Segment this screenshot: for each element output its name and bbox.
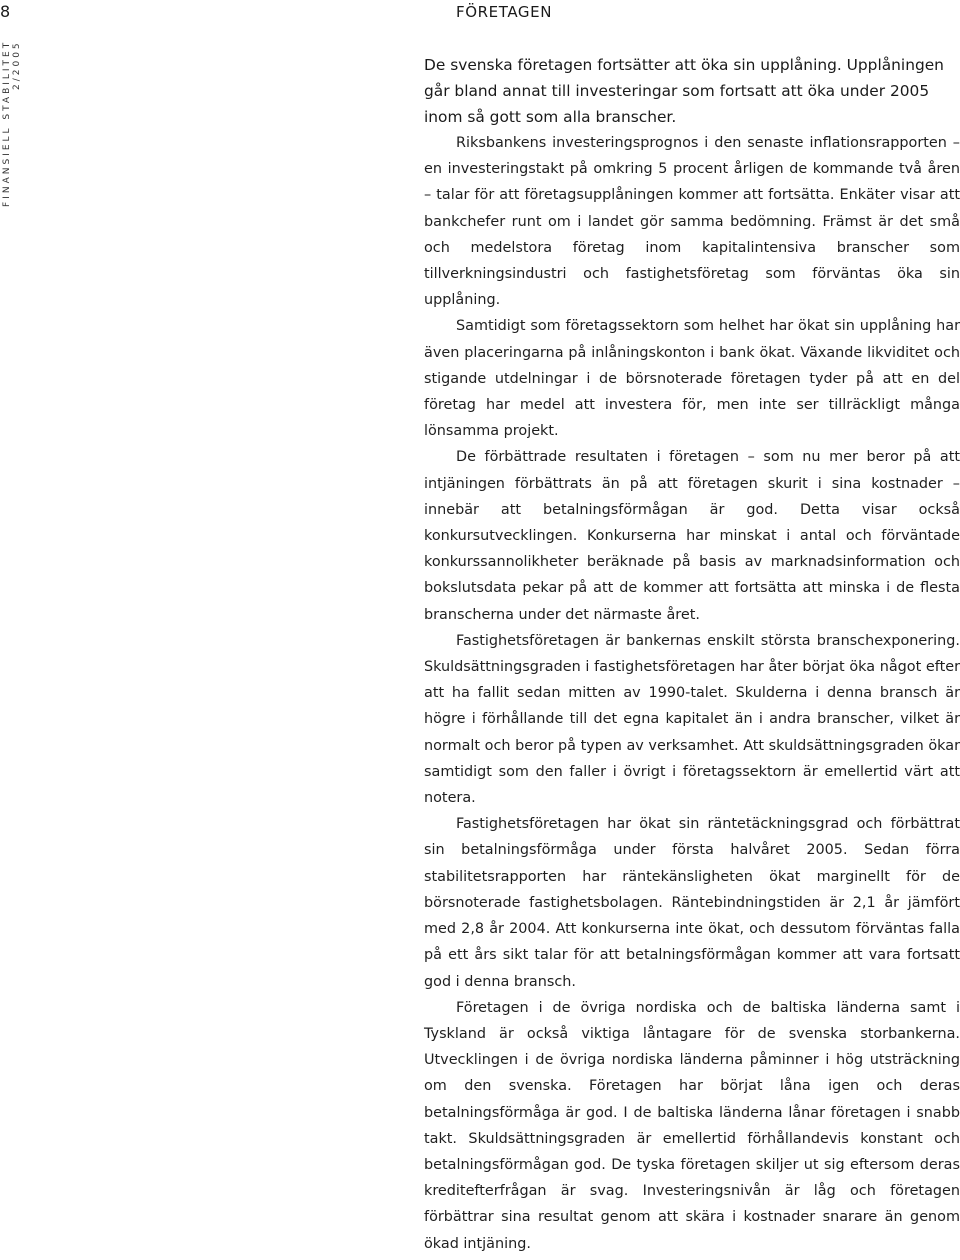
- page-number: 8: [0, 2, 11, 21]
- paragraph: Företagen i de övriga nordiska och de baltiska länderna samt i Tyskland är också viktiga låntagare för de svenska storbankerna. Utvecklingen i de övriga nordiska länderna påminner i hög utsträckning om den svenska. Företagen har börjat låna igen och deras betalningsförmåga är god. I de baltiska länderna lånar företagen i snabb takt. Skuldsättningsgraden är emellertid förhållandevis konstant och betalningsförmågan god. De tyska företagen skiljer ut sig eftersom deras kreditefterfrågan är svag. Investeringsnivån är låg och företagen förbättrar sina resultat genom att skära i kostnader snarare än genom ökad intjäning.: [424, 999, 960, 1252]
- section-title: FÖRETAGEN: [456, 3, 553, 21]
- paragraph: Samtidigt som företagssektorn som helhet har ökat sin upplåning har även placeringarna på inlåningskonton i bank ökat. Växande likviditet och stigande utdelningar i de börsnoterade företagen tyder på att en del företag har medel att investera för, men inte ser tillräckligt många lönsamma projekt.: [424, 318, 960, 440]
- paragraph: Fastighetsföretagen har ökat sin räntetäckningsgrad och förbättrat sin betalningsförmåga under första halvåret 2005. Sedan förra stabilitetsrapporten har räntekänsligheten ökat marginellt för de börsnoterade fastighetsbolagen. Räntebindningstiden är 2,1 år jämfört med 2,8 år 2004. Att konkurserna inte ökat, och dessutom förväntas falla på ett års sikt talar för att betalningsförmågan kommer att vara fortsatt god i denna bransch.: [424, 816, 960, 990]
- paragraph: Fastighetsföretagen är bankernas enskilt största branschexponering. Skuldsättningsgraden i fastighetsföretagen har åter börjat öka något efter att ha fallit sedan mitten av 1990-talet. Skulderna i denna bransch är högre i förhållande till det egna kapitalet än i andra branscher, vilket är normalt och beror på typen av verksamhet. Att skuldsättningsgraden ökar samtidigt som den faller i övrigt i företagssektorn är emellertid värt att notera.: [424, 632, 960, 807]
- paragraph: De förbättrade resultaten i företagen – som nu mer beror på att intjäningen förbättrats än på att företagen skurit i sina kostnader – innebär att betalningsförmågan är god. Detta visar också konkursutvecklingen. Konkurserna har minskat i antal och förväntade konkurssannolikheter beräknade på basis av marknadsinformation och bokslutsdata pekar på att de kommer att fortsätta att minska i de flesta branscherna under det närmaste året.: [424, 449, 960, 623]
- lead-paragraph: De svenska företagen fortsätter att öka sin upplåning. Upplåningen går bland annat till investeringar som fortsatt att öka under 2005 inom så gott som alla branscher.: [424, 56, 944, 126]
- paragraph: Riksbankens investeringsprognos i den senaste inflationsrapporten – en investeringstakt på omkring 5 procent årligen de kommande två åren – talar för att företagsupplåningen kommer att fortsätta. Enkäter visar att bankchefer runt om i landet gör samma bedömning. Främst är det små och medelstora företag inom kapitalintensiva branscher som tillverkningsindustri och fastighetsföretag som förväntas öka sin upplåning.: [424, 135, 960, 309]
- body-text: [424, 130, 960, 1257]
- side-label: FINANSIELL STABILITET 2/2005: [2, 40, 22, 208]
